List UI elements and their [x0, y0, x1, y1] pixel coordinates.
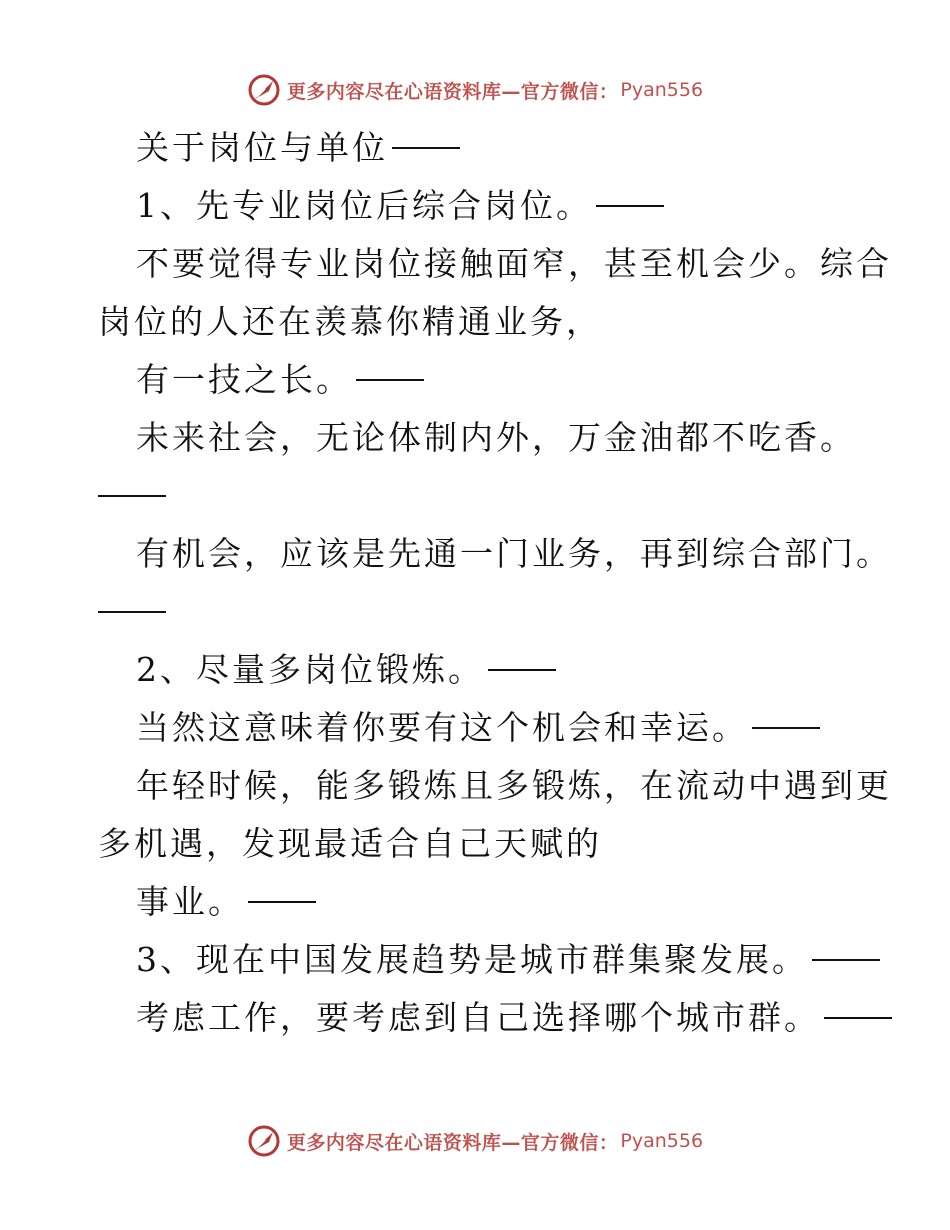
watermark-text: 更多内容尽在心语资料库—官方微信： [286, 1131, 619, 1154]
em-dash [812, 959, 880, 961]
paragraph-line: 事业。 [136, 882, 316, 922]
dash-line [98, 476, 166, 516]
watermark-handle: Pyan556 [620, 1130, 704, 1152]
paragraph-line: 考虑工作，要考虑到自己选择哪个城市群。 [136, 998, 892, 1038]
footer-watermark [0, 1121, 950, 1161]
paragraph-line: 有一技之长。 [136, 360, 424, 400]
paragraph-line: 有机会，应该是先通一门业务，再到综合部门。 [136, 534, 892, 573]
em-dash [356, 379, 424, 381]
em-dash [596, 205, 664, 207]
em-dash [98, 611, 166, 613]
em-dash [752, 727, 820, 729]
heading-line: 关于岗位与单位 [136, 128, 460, 168]
quill-logo-icon [247, 73, 281, 107]
point-1: 1、先专业岗位后综合岗位。 [136, 186, 664, 226]
em-dash [824, 1017, 892, 1019]
point-2: 2、尽量多岗位锻炼。 [136, 650, 556, 690]
paragraph-line: 未来社会，无论体制内外，万金油都不吃香。 [136, 418, 856, 457]
paragraph-line: 岗位的人还在羡慕你精通业务， [98, 302, 602, 341]
paragraph-line: 当然这意味着你要有这个机会和幸运。 [136, 708, 820, 748]
paragraph-line: 年轻时候，能多锻炼且多锻炼，在流动中遇到更 [136, 766, 892, 805]
em-dash [98, 495, 166, 497]
header-watermark [0, 70, 950, 110]
point-3: 3、现在中国发展趋势是城市群集聚发展。 [136, 940, 880, 980]
em-dash [392, 147, 460, 149]
em-dash [248, 901, 316, 903]
watermark-handle: Pyan556 [620, 79, 704, 101]
em-dash [488, 669, 556, 671]
paragraph-line: 不要觉得专业岗位接触面窄，甚至机会少。综合 [136, 244, 892, 283]
watermark-text: 更多内容尽在心语资料库—官方微信： [286, 80, 619, 103]
dash-line [98, 592, 166, 632]
paragraph-line: 多机遇，发现最适合自己天赋的 [98, 824, 602, 863]
quill-logo-icon [247, 1124, 281, 1158]
